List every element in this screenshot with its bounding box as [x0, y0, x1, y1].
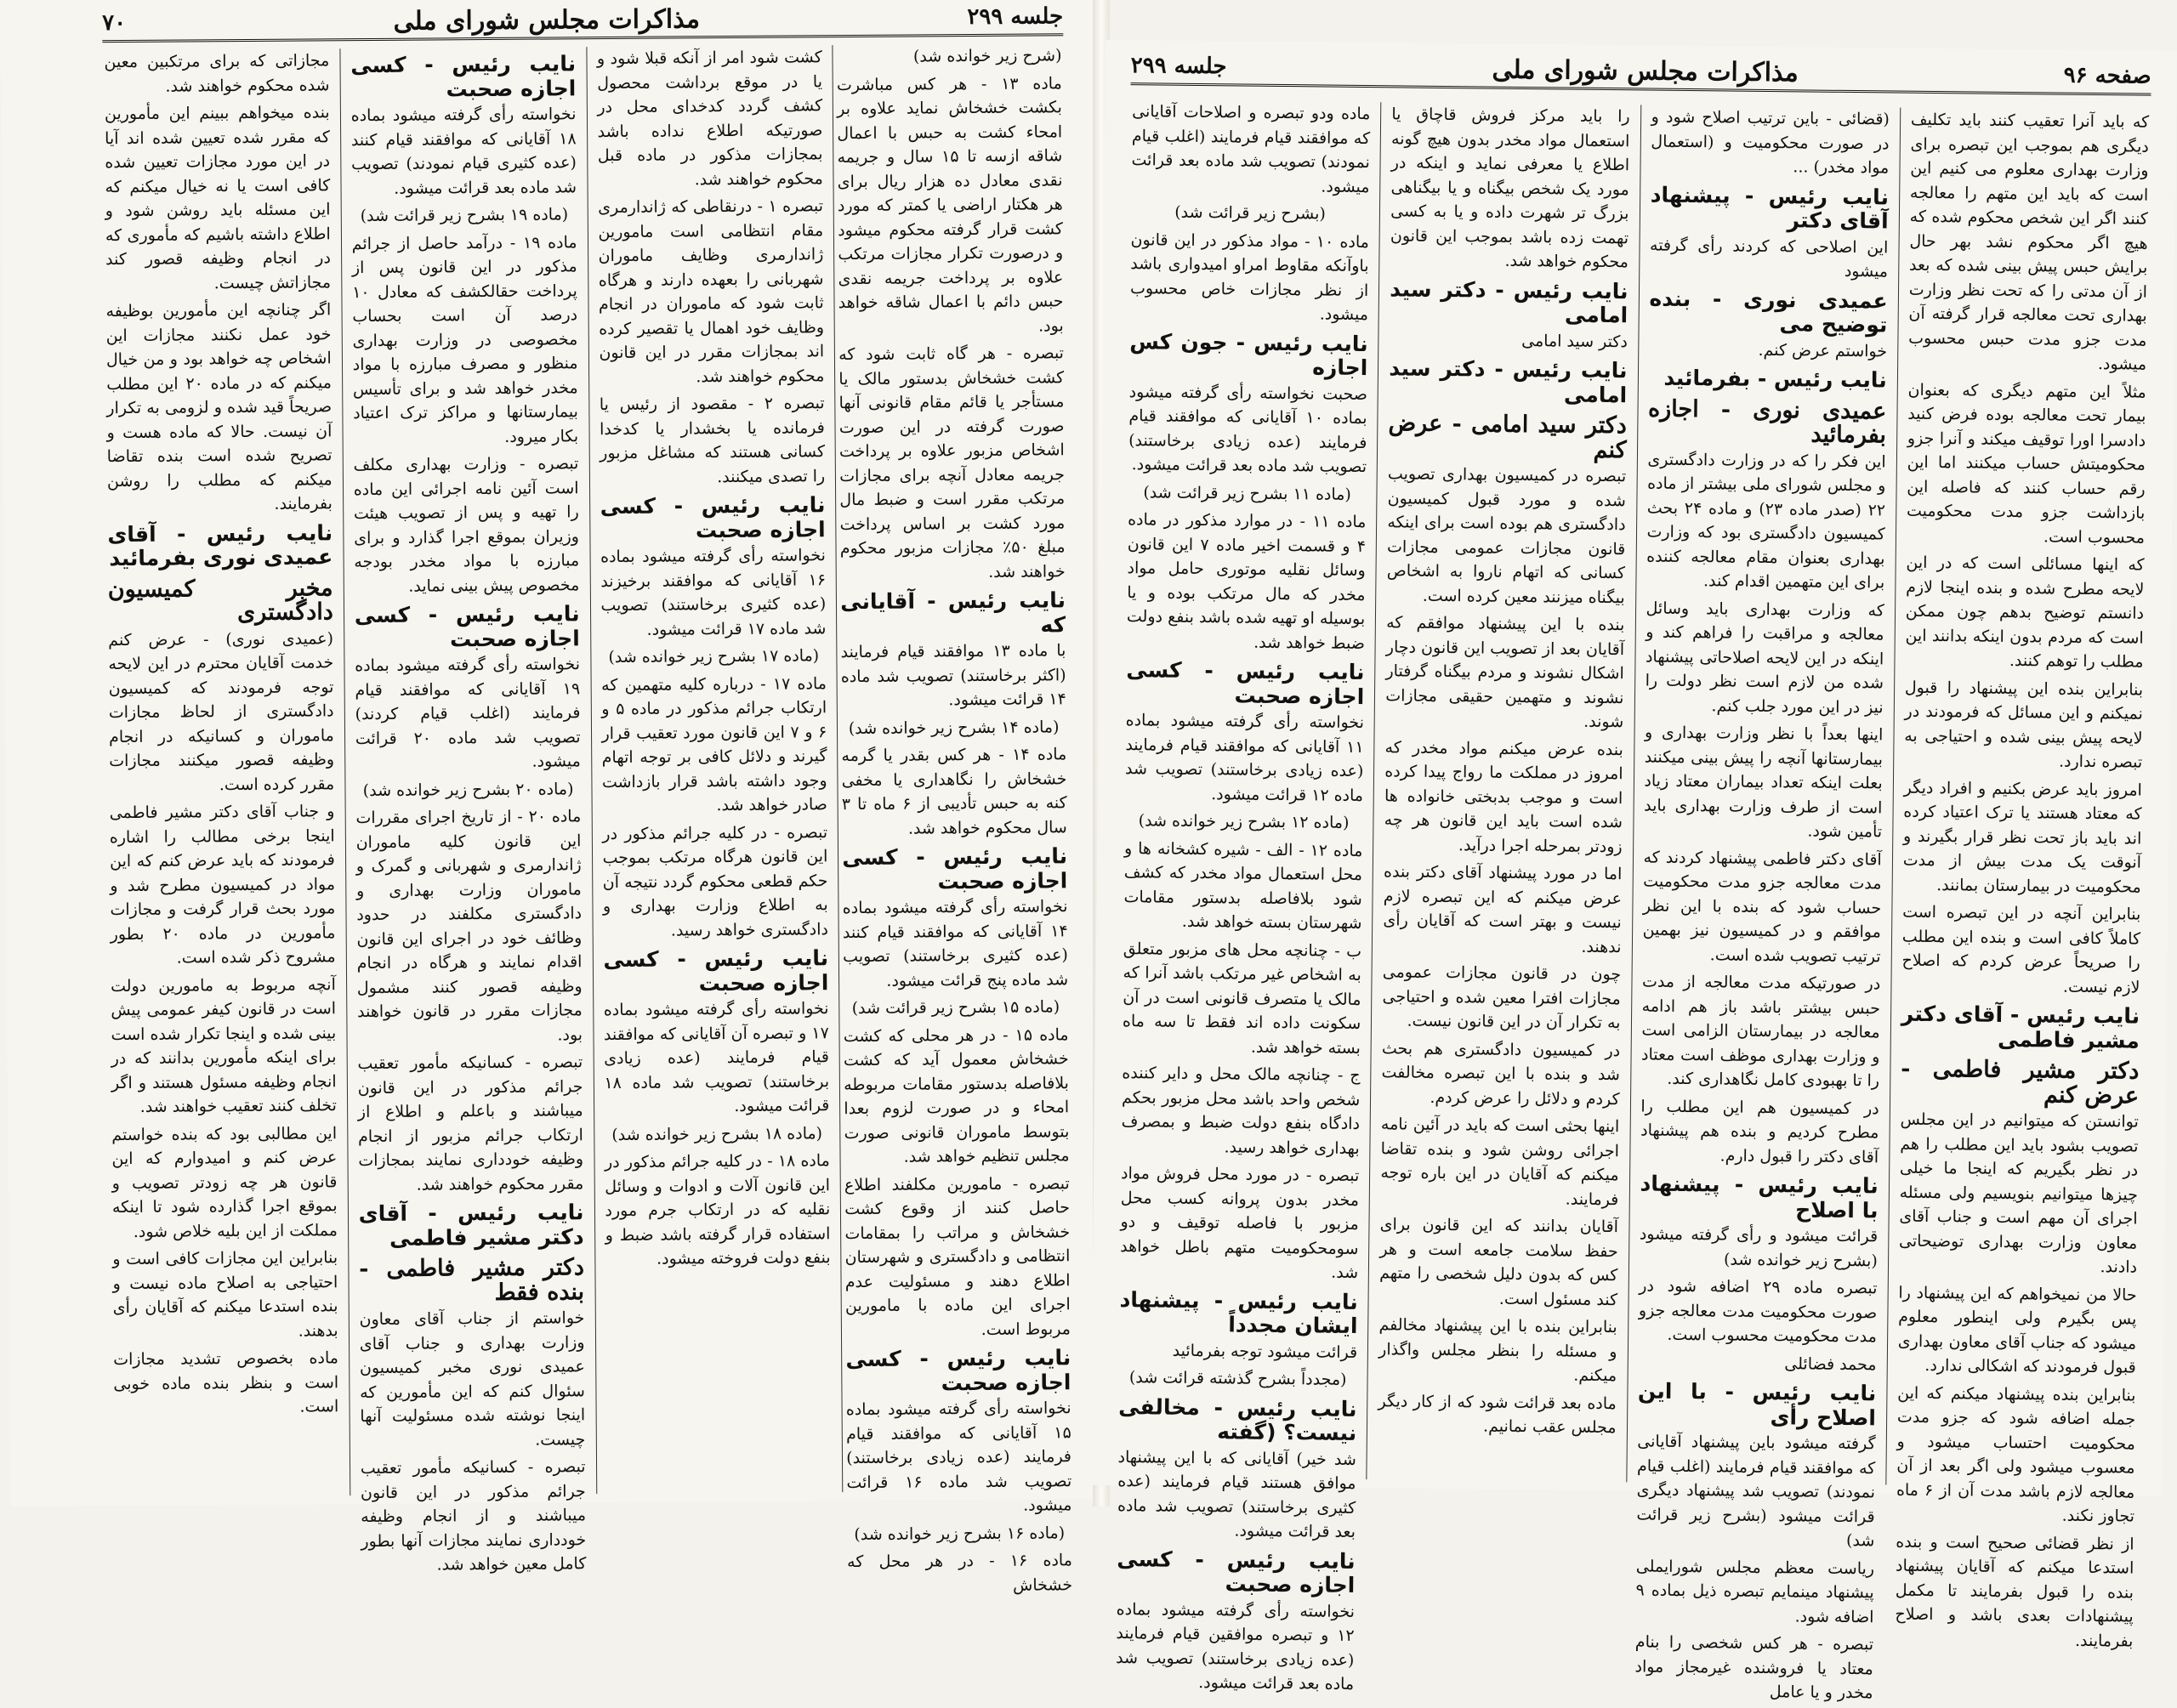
paragraph: تبصره - در مورد محل فروش مواد مخدر بدون پروانه کسب محل مزبور با فاصله توقیف و دو سومحکومیت متهم باطل خواهد شد.: [1120, 1164, 1360, 1282]
paragraph: ماده بعد قرائت شود که از کار دیگر مجلس عقب نمانیم.: [1378, 1391, 1617, 1438]
paragraph: شد خیر) آقایانی که با این پیشنهاد موافق هستند قیام فرمایند (عده کثیری برخاستند) تصویب شد ماده بعد قرائت میشود.: [1117, 1447, 1356, 1541]
paragraph: ب - چنانچه محل های مزبور متعلق به اشخاص غیر مرتکب باشد آنرا که مالک یا متصرف قانونی است در آن سکونت داده اند فقط تا سه ماه بسته خواهد شد.: [1122, 939, 1362, 1058]
paragraph: نخواسته رأی گرفته میشود بماده ۱۲ و تبصره موافقین قیام فرمایند (عده زیادی برخاستند) تصویب شد ماده بعد قرائت میشود.: [1116, 1599, 1356, 1694]
speaker-line: نایب رئیس - کسی اجازه صحبت: [842, 843, 1068, 894]
right-page: [1090, 40, 2177, 1703]
paragraph: که اینها مسائلی است که در این لایحه مطرح شده و بنده اینجا لازم دانستم توضیح بدهم چون ممکن است که مردم بدون اینکه بدانند این مطلب را توهم کنند.: [1905, 553, 2145, 672]
speaker-line: نایب رئیس - پیشنهاد ایشان مجدداً: [1119, 1286, 1358, 1338]
paragraph: تبصره - هر گاه ثابت شود که کشت خشخاش بدستور مالک یا مستأجر یا قائم مقام قانونی آنها صورت گرفته در این صورت اشخاص مزبور علاوه بر پرداخت جریمه معادل آنچه برای مجازات مرتکب مقرر است و ضبط مال مورد کشت بر اساس پرداخت مبلغ ۵۰٪ مجازات مزبور محکوم خواهند شد.: [838, 343, 1066, 582]
reading-note: (ماده ۱۶ بشرح زیر خوانده شد): [854, 1523, 1066, 1544]
paragraph: این اصلاحی که کردند رأی گرفته میشود: [1649, 235, 1889, 281]
reading-note: (ماده ۱۴ بشرح زیر خوانده شد): [848, 717, 1060, 738]
left-page-column-1: [833, 43, 1083, 1595]
paragraph: را باید مرکز فروش قاچاق یا استعمال مواد مخدر بدون هیچ گونه اطلاع یا معرفی نماید و اینکه در مورد یک شخص بیگناه و یا بیگناهی بزرگ تر شهرت داده و یا به کسی تهمت زده باشد بموجب این قانون محکوم خواهد شد.: [1390, 105, 1630, 272]
speaker-line: نایب رئیس - جون کس اجازه: [1129, 328, 1368, 381]
reading-note: (ماده ۱۱ بشرح زیر قرائت شد): [1143, 482, 1351, 504]
paragraph: ماده ۱۸ - در کلیه جرائم مذکور در این قانون آلات و ادوات و وسائل نقلیه که در ارتکاب جرم مورد استفاده قرار گرفته باشد ضبط و بنفع دولت فروخته میشود.: [604, 1151, 831, 1268]
reading-note: (ماده ۱۹ بشرح زیر قرائت شد): [360, 205, 569, 226]
paragraph: (قضائی - باین ترتیب اصلاح شود و در صورت محکومیت و (استعمال مواد مخدر) ...: [1651, 107, 1890, 178]
right-page-column-2: [1626, 105, 1900, 1703]
right-page-title: مذاکرات مجلس شورای ملی: [1492, 54, 1799, 88]
speaker-line: عمیدی نوری - بنده توضیح می: [1649, 286, 1888, 338]
paragraph: اگر چنانچه این مأمورین بوظیفه خود عمل نکنند مجازات این اشخاص چه خواهد بود و من خیال میکنم که در ماده ۲۰ این مطلب صریحاً قید شده و لزومی به تکرار آن نیست. حالا که ماده هست و تصریح شده است بنده تقاضا میکنم که مطلب را روشن بفرمایند.: [105, 300, 333, 514]
paragraph: اما در مورد پیشنهاد آقای دکتر بنده عرض میکنم که این تبصره لازم نیست و بهتر است که آقایان رأی ندهند.: [1383, 862, 1623, 956]
paragraph: نخواسته رأی گرفته میشود بماده ۱۱ آقایانی که موافقند قیام فرمایند (عده زیادی برخاستند) تصویب شد ماده ۱۲ قرائت میشود.: [1124, 711, 1365, 805]
left-columns: [94, 43, 1082, 1595]
paragraph: محمد فضائلی: [1784, 1353, 1877, 1374]
paragraph: امروز باید عرض بکنیم و افراد دیگر که معتاد هستند یا ترک اعتیاد کرده اند باید باز تحت نظر قرار بگیرند و آنوقت یک مدت بیش از مدت محکومیت در بیمارستان بمانند.: [1902, 778, 2143, 897]
right-page-column-4: [1107, 99, 1380, 1694]
speaker-line: نایب رئیس - کسی اجازه صحبت: [1126, 657, 1365, 709]
right-page-column-1: [1885, 108, 2159, 1651]
speaker-line: نایب رئیس - آقایانی که: [840, 587, 1066, 637]
left-page-column-3: [339, 47, 596, 1575]
paragraph: خواستم از جناب آقای معاون وزارت بهداری و جناب آقای عمیدی نوری مخبر کمیسیون سئوال کنم که این مأمورین که اینجا نوشته شده مسئولیت آنها چیست.: [359, 1308, 586, 1450]
speaker-line: نایب رئیس - بفرمائید: [1663, 365, 1887, 393]
paragraph: تبصره در کمیسیون بهداری تصویب شده و مورد قبول کمیسیون دادگستری هم بوده است برای اینکه قانون مجازات عمومی مجازات کسانی که اتهام ناروا به اشخاص بیگناه میزنند معین کرده است.: [1386, 464, 1627, 607]
paragraph: (شرح زیر خوانده شد): [912, 46, 1062, 66]
paragraph: چون در قانون مجازات عمومی مجازات افترا معین شده و احتیاجی به تکرار آن در این قانون نیست.: [1382, 962, 1622, 1033]
left-page-header: [102, 0, 1063, 43]
paragraph: قرائت میشود توجه بفرمائید: [1172, 1341, 1358, 1362]
paragraph: در کمیسیون هم این مطلب را مطرح کردیم و بنده هم پیشنهاد آقای دکتر را قبول دارم.: [1640, 1096, 1879, 1166]
paragraph: مجازاتی که برای مرتکبین معین شده محکوم خواهند شد.: [104, 51, 330, 96]
paragraph: در صورتیکه مدت معالجه از مدت حبس بیشتر باشد باز هم ادامه معالجه در بیمارستان الزامی است و وزارت بهداری موظف است معتاد را تا بهبودی کامل نگاهداری کند.: [1640, 972, 1881, 1091]
paragraph: نخواسته رأی گرفته میشود بماده ۱۴ آقایانی که موافقند قیام کنند (عده کثیری برخاستند) تصویب شد ماده پنج قرائت میشود.: [842, 897, 1069, 990]
paragraph: تبصره ۱ - درنقاطی که ژاندارمری مقام انتظامی است مامورین ژاندارمری وظایف ماموران شهربانی را بعهده دارند و هرگاه ثابت شود که ماموران در انجام وظایف خود اهمال یا تقصیر کرده اند بمجازات مقرر در این قانون محکوم خواهند شد.: [598, 196, 825, 386]
paragraph: ماده ۱۹ - درآمد حاصل از جرائم مذکور در این قانون پس از پرداخت حقالکشف که معادل ۱۰ درصد آن است بحساب مخصوصی در وزارت بهداری منظور و مصرف مبارزه با مواد مخدر خواهد شد و برای تأسیس بیمارستانها و مراکز ترک اعتیاد بکار میرود.: [351, 232, 579, 446]
left-page: [0, 0, 1107, 1595]
reading-note: (ماده ۱۲ بشرح زیر خوانده شد): [1138, 811, 1350, 832]
paragraph: اینها بعداً با نظر وزارت بهداری و بیمارستانها آنچه را پیش بینی میکنند بعلت اینکه تعداد بیماران معتاد زیاد است از طرف وزارت بهداری باید تأمین شود.: [1644, 723, 1884, 842]
paragraph: نخواسته رأی گرفته میشود بماده ۱۸ آقایانی که موافقند قیام کنند (عده کثیری قیام نمودند) تصویب شد ماده بعد قرائت میشود.: [350, 105, 577, 198]
speaker-line: نایب رئیس - کسی اجازه صحبت: [354, 601, 580, 651]
speaker-line: نایب رئیس - با این اصلاح رأی: [1637, 1378, 1877, 1430]
left-page-number: ۷۰: [102, 9, 127, 37]
left-session-label: جلسه ۲۹۹: [967, 3, 1064, 31]
paragraph: نخواسته رأی گرفته میشود بماده ۱۹ آقایانی که موافقند قیام فرمایند (اغلب قیام کردند) تصویب شد ماده ۲۰ قرائت میشود.: [355, 655, 581, 771]
paragraph: قرائت میشود و رأی گرفته میشود (بشرح زیر خوانده شد): [1639, 1224, 1879, 1270]
paragraph: با ماده ۱۳ موافقند قیام فرمایند (اکثر برخاستند) تصویب شد ماده ۱۴ قرائت میشود.: [840, 641, 1066, 710]
paragraph: گرفته میشود باین پیشنهاد آقایانی که موافقند قیام فرمایند (اغلب قیام نمودند) تصویب شد پیشنهاد دیگری قرائت میشود (بشرح زیر قرائت شد): [1636, 1432, 1876, 1551]
paragraph: ماده ۱۷ - درباره کلیه متهمین که ارتکاب جرائم مذکور در ماده ۵ و ۶ و ۷ این قانون مورد تعقیب قرار گیرند و دلائل کافی بر توجه اتهام وجود داشته باشد قرار بازداشت صادر خواهد شد.: [601, 673, 827, 815]
paragraph: ریاست معظم مجلس شورایملی پیشنهاد مینمایم تبصره ذیل بماده ۹ اضافه شود.: [1635, 1556, 1875, 1626]
paragraph: بنابراین بنده پیشنهاد میکنم که این جمله اضافه شود که جزو مدت محکومیت احتساب میشود و معسوب میشود ولی اگر بعد از آن معالجه لازم باشد مدت آن از ۶ ماه تجاوز نکند.: [1896, 1383, 2136, 1526]
speaker-line: نایب رئیس - کسی اجازه صحبت: [845, 1345, 1071, 1395]
speaker-line: نایب رئیس - دکتر سید امامی: [1389, 355, 1628, 407]
paragraph: بنابراین بنده این پیشنهاد را قبول نمیکنم و این مسائل که فرمودند در لایحه پیش بینی شده و احتیاجی به تبصره ندارد.: [1904, 678, 2144, 772]
paragraph: بنابراین این مجازات کافی است و احتیاجی به اصلاح ماده نیست و بنده استدعا میکنم که آقایان رأی بدهند.: [112, 1248, 338, 1341]
paragraph: تبصره - وزارت بهداری مکلف است آئین نامه اجرائی این ماده را تهیه و پس از تصویب هیئت وزیران بموقع اجرا گذارد و برای مبارزه با مواد مخدر بودجه مخصوص پیش بینی نماید.: [353, 454, 580, 596]
paragraph: آقایان بدانند که این قانون برای حفظ سلامت جامعه است و هر کس که بدون دلیل شخصی را متهم کند مسئول است.: [1379, 1215, 1619, 1309]
speaker-line: نایب رئیس - آقای عمیدی نوری بفرمائید: [107, 519, 333, 571]
paragraph: در کمیسیون دادگستری هم بحث شد و بنده با این تبصره مخالفت کردم و دلائل را عرض کردم.: [1381, 1038, 1621, 1109]
paragraph: ماده ۱۰ - مواد مذکور در این قانون باوآنکه مقاوط امراو امیدواری باشد از نظر مجازات خاص محسوب میشود.: [1129, 230, 1369, 325]
paragraph: دکتر سید امامی: [1521, 331, 1628, 351]
paragraph: بنابراین آنچه در این تبصره است کاملاً کافی است و بنده این مطلب را صریحاً عرض کردم که اصلاح لازم نیست.: [1901, 902, 2141, 997]
paragraph: نخواسته رأی گرفته میشود بماده ۱۷ و تبصره آن آقایانی که موافقند قیام فرمایند (عده زیادی برخاستند) تصویب شد ماده ۱۸ قرائت میشود.: [603, 999, 830, 1116]
paragraph: ماده ۱۴ - هر کس بقدر یا گرمه خشخاش را نگاهداری یا مخفی کنه به حبس تأدیبی از ۶ ماه تا ۳ سال محکوم خواهد شد.: [841, 745, 1067, 838]
speaker-line: نایب رئیس - کسی اجازه صحبت: [1117, 1546, 1356, 1597]
left-page-column-4: [94, 48, 350, 1497]
paragraph: این فکر را که در وزارت دادگستری و مجلس شورای ملی بیشتر از ماده ۲۲ (صدر ماده ۲۳) و ماده ۲۴ بحث کمیسیون دادگستری بود که وزارت بهداری بعنوان مقام معالجه کننده برای این متهمین اقدام کند.: [1646, 450, 1886, 593]
paragraph: ماده بخصوص تشدید مجازات است و بنظر بنده ماده خوبی است.: [113, 1348, 339, 1416]
paragraph: تبصره - کسانیکه مأمور تعقیب جرائم مذکور در این قانون میباشند و از انجام وظیفه خودداری نمایند مجازات آنها بطور کامل معین خواهد شد.: [360, 1457, 587, 1575]
paragraph: این مطالبی بود که بنده خواستم عرض کنم و امیدوارم که این قانون هر چه زودتر تصویب و بموقع اجرا گذارده شود تا اینکه مملکت از این بلیه خلاص شود.: [111, 1123, 338, 1241]
right-columns: [1107, 99, 2159, 1703]
speaker-line: نایب رئیس - دکتر سید امامی: [1390, 275, 1628, 328]
paragraph: تبصره ماده ۲۹ اضافه شود در صورت محکومیت مدت معالجه جزو مدت محکومیت محسوب است.: [1638, 1276, 1878, 1347]
left-page-column-2: [586, 45, 843, 1494]
paragraph: نخواسته رأی گرفته میشود بماده ۱۶ آقایانی که موافقند برخیزند (عده کثیری برخاستند) تصویب شد ماده ۱۷ قرائت میشود.: [600, 546, 827, 639]
subheading: دکتر مشیر فاطمی - بنده فقط: [359, 1254, 585, 1306]
paragraph: و جناب آقای دکتر مشیر فاطمی اینجا برخی مطالب را اشاره فرمودند که باید عرض کنم که این مواد در کمیسیون مطرح شد و مورد بحث قرار گرفت و مجازات مأمورین در ماده ۲۰ بطور مشروح ذکر شده است.: [109, 802, 336, 967]
paragraph: تبصره - هر کس شخصی را بنام معتاد یا فروشنده غیرمجاز مواد مخدر و یا عامل: [1634, 1632, 1874, 1703]
subheading: دکتر مشیر فاطمی - عرض کنم: [1901, 1055, 2140, 1109]
reading-note: (ماده ۲۰ بشرح زیر خوانده شد): [362, 779, 574, 800]
right-page-header: [1131, 48, 2151, 96]
speaker-line: نایب رئیس - کسی اجازه صحبت: [600, 492, 826, 542]
reading-note: (ماده ۱۸ بشرح زیر خوانده شد): [611, 1123, 823, 1144]
paragraph: آنچه مربوط به مامورین دولت است در قانون کیفر عمومی پیش بینی شده و اینجا تکرار شده است برای اینکه مأمورین بدانند که در انجام وظیفه مسئول هستند و اگر تخلف کنند تعقیب خواهند شد.: [111, 974, 337, 1116]
reading-note: (مجدداً بشرح گذشته قرائت شد): [1128, 1368, 1347, 1389]
subheading: مخبر کمیسیون دادگستری: [107, 574, 333, 627]
paragraph: تبصره - مامورین مکلفند اطلاع حاصل کنند از وقوع کشت خشخاش و مراتب را بمقامات انتظامی و دادگستری و شهرستان اطلاع دهند و مسئولیت عدم اجرای این ماده با مامورین مربوط است.: [844, 1173, 1071, 1339]
paragraph: توانستن که میتوانیم در این مجلس تصویب بشود باید این مطلب را هم در نظر بگیریم که اینجا ما خیلی چیزها میتوانیم بنویسیم ولی مسئله اجرای آن مهم است و جناب آقای معاون وزارت بهداری توضیحاتی دادند.: [1898, 1109, 2139, 1277]
paragraph: آقای دکتر فاطمی پیشنهاد کردند که مدت معالجه جزو مدت محکومیت حساب شود که بنده با این نظر موافقم و در کمیسیون نیز بهمین ترتیب تصویب شده است.: [1642, 847, 1882, 966]
subheading: دکتر سید امامی - عرض کنم: [1388, 410, 1628, 463]
reading-note: (ماده ۱۷ بشرح زیر خوانده شد): [608, 646, 820, 667]
paragraph: بنابراین بنده با این پیشنهاد مخالفم و مسئله را بنظر مجلس واگذار میکنم.: [1378, 1315, 1617, 1386]
paragraph: حالا من نمیخواهم که این پیشنهاد را پس بگیرم ولی اینطور معلوم میشود که جناب آقای معاون بهداری قبول فرمودند که اشکالی ندارد.: [1897, 1283, 2137, 1377]
speaker-line: نایب رئیس - مخالفی نیست؟ (گفته: [1118, 1393, 1357, 1445]
paragraph: ج - چنانچه مالک محل و دایر کننده شخص واحد باشد محل مزبور بحکم دادگاه بنفع دولت ضبط و بمصرف بهداری خواهد رسید.: [1121, 1064, 1361, 1158]
paragraph: از نظر قضائی صحیح است و بنده استدعا میکنم که آقایان پیشنهاد بنده را قبول بفرمایند تا مکمل پیشنهادات بعدی باشد و اصلاح بفرمایند.: [1895, 1532, 2134, 1651]
paragraph: ماده ۱۳ - هر کس مباشرت بکشت خشخاش نماید علاوه بر امحاء کشت به حبس با اعمال شاقه ازسه تا ۱۵ سال و جریمه نقدی معادل ده هزار ریال برای هر هکتار اراضی یا کمتر که مورد کشت قرار گرفته محکوم میشود و درصورت تکرار مجازات مرتکب علاوه بر پرداخت جریمه نقدی حبس دائم با اعمال شاقه خواهد بود.: [836, 73, 1064, 335]
right-session-label: جلسه ۲۹۹: [1130, 53, 1227, 80]
speaker-line: نایب رئیس - آقای دکتر مشیر فاطمی: [358, 1200, 584, 1251]
paragraph: نخواسته رأی گرفته میشود بماده ۱۵ آقایانی که موافقند قیام فرمایند (عده زیادی برخاستند) تصویب شد ماده ۱۶ قرائت میشود.: [845, 1399, 1072, 1515]
subheading: عمیدی نوری - اجازه بفرمائید: [1647, 395, 1887, 449]
left-page-title: مذاکرات مجلس شورای ملی: [393, 3, 701, 37]
reading-note: (ماده ۱۵ بشرح زیر قرائت شد): [851, 997, 1060, 1019]
paragraph: ماده ۲۰ - از تاریخ اجرای مقررات این قانون کلیه ماموران ژاندارمری و شهربانی و گمرک و ماموران وزارت بهداری و دادگستری مکلفند در حدود وظائف خود در اجرای این قانون اقدام نمایند و هرگاه در انجام وظیفه قصور کنند مشمول مجازات مقرر در قانون خواهند بود.: [355, 807, 583, 1044]
paragraph: تبصره - کسانیکه مأمور تعقیب جرائم مذکور در این قانون میباشند و باعلم و اطلاع از ارتکاب جرائم مزبور از انجام وظیفه خودداری نمایند بمجازات مقرر محکوم خواهند شد.: [357, 1053, 584, 1194]
speaker-line: نایب رئیس - کسی اجازه صحبت: [603, 945, 829, 996]
paragraph: مثلاً این متهم دیگری که بعنوان بیمار تحت معالجه بوده فرض کنید دادسرا اورا توقیف میکند و آنرا جزو محکومیتش حساب میکنند اما این رقم حساب کنند که فاصله این بازداشت جزو مدت محکومیت محسوب است.: [1906, 380, 2146, 548]
paragraph: خواستم عرض کنم.: [1758, 340, 1888, 360]
paragraph: که باید آنرا تعقیب کنند باید تکلیف دیگری هم بموجب این تبصره برای وزارت بهداری معلوم می کنیم این است که باید این متهم را معالجه کنند اگر این شخص محکوم شده که هیچ اگر محکوم نشد بهر حال برایش حبس پیش بینی شده که بعد از آن مدتی را که تحت نظر وزارت بهداری تحت معالجه قرار گرفته آن مدت جزو مدت حبس محسوب میشود.: [1908, 110, 2150, 374]
reading-note: (بشرح زیر قرائت شد): [1174, 202, 1326, 224]
paragraph: تبصره ۲ - مقصود از رئیس یا فرمانده یا بخشدار یا کدخدا کسانی هستند که مشاغل مزبور را تصدی میکنند.: [599, 394, 826, 486]
paragraph: که وزارت بهداری باید وسائل معالجه و مراقبت را فراهم کند و اینکه در این لایحه اصلاحاتی پیشنهاد شده من لازم است نظر دولت را نیز در این مورد جلب کنم.: [1645, 598, 1884, 717]
paragraph: ماده ۱۱ - در موارد مذکور در ماده ۴ و قسمت اخیر ماده ۷ این قانون وسائل نقلیه موتوری حامل مواد مخدر که مال مرتکب بوده و یا بوسیله او تهیه شده باشد بنفع دولت ضبط خواهد شد.: [1126, 510, 1367, 653]
paragraph: صحبت نخواسته رأی گرفته میشود بماده ۱۰ آقایانی که موافقند قیام فرمایند (عده زیادی برخاستند) تصویب شد ماده بعد قرائت میشود.: [1128, 382, 1368, 477]
paragraph: ماده ۱۲ - الف - شیره کشخانه ها و محل استعمال مواد مخدر که کشف شود بلافاصله بدستور مقامات شهرستان بسته خواهد شد.: [1123, 838, 1363, 933]
paragraph: بنده عرض میکنم مواد مخدر که امروز در مملکت ما رواج پیدا کرده است و موجب بدبختی خانواده ها شده است باید این قانون هر چه زودتر بمرحله اجرا درآید.: [1384, 737, 1623, 856]
speaker-line: نایب رئیس - پیشنهاد آقای دکتر: [1650, 182, 1890, 234]
speaker-line: نایب رئیس - پیشنهاد با اصلاح: [1640, 1171, 1879, 1223]
paragraph: کشت شود امر از آنکه قبلا شود و یا در موقع برداشت محصول کشف گردد کدخدای محل در صورتیکه اطلاع نداده باشد بمجازات مذکور در ماده قبل محکوم خواهند شد.: [596, 48, 823, 189]
right-page-column-3: [1367, 102, 1640, 1482]
paragraph: بنده با این پیشنهاد موافقم که آقایان بعد از تصویب این قانون دچار اشکال نشوند و مردم بیگناه گرفتار نشوند و متهمین حقیقی مجازات شوند.: [1385, 613, 1625, 732]
paragraph: اینها بحثی است که باید در آئین نامه اجرائی روشن شود و بنده تقاضا میکنم که آقایان در این باره توجه فرمایند.: [1380, 1115, 1620, 1209]
paragraph: بنده میخواهم ببینم این مأمورین که مقرر شده تعیین شده اند آیا در این مورد مجازات تعیین شده کافی است یا نه خیال میکنم که این مسئله باید روشن شود و اطلاع داشته باشیم که مأموری که در انجام وظیفه قصور کند مجازاتش چیست.: [104, 103, 332, 292]
paragraph: (عمیدی نوری) - عرض کنم خدمت آقایان محترم در این لایحه توجه فرمودند که کمیسیون دادگستری از لحاظ مجازات ماموران و کسانیکه در انجام وظیفه قصور میکنند مجازات مقرر کرده است.: [108, 628, 335, 794]
speaker-line: نایب رئیس - آقای دکتر مشیر فاطمی: [1901, 1001, 2140, 1053]
paragraph: ماده ۱۵ - در هر محلی که کشت خشخاش معمول آید که کشت بلافاصله بدستور مقامات مربوطه امحاء و در صورت لزوم بعدا بتوسط ماموران قانونی صورت مجلس تنظیم خواهد شد.: [843, 1024, 1070, 1166]
speaker-line: نایب رئیس - کسی اجازه صحبت: [350, 51, 577, 101]
paragraph: تبصره - در کلیه جرائم مذکور در این قانون هرگاه مرتکب بموجب حکم قطعی محکوم گردد نتیجه آن به اطلاع وزارت بهداری و دادگستری خواهد رسید.: [602, 822, 828, 940]
paragraph: ماده ۱۶ - در هر محل که خشخاش: [847, 1551, 1073, 1595]
right-page-number: صفحه ۹۶: [2063, 62, 2151, 89]
paragraph: ماده ودو تبصره و اصلاحات آقایانی که موافقند قیام فرمایند (اغلب قیام نمودند) تصویب شد ماده بعد قرائت میشود.: [1131, 102, 1371, 196]
